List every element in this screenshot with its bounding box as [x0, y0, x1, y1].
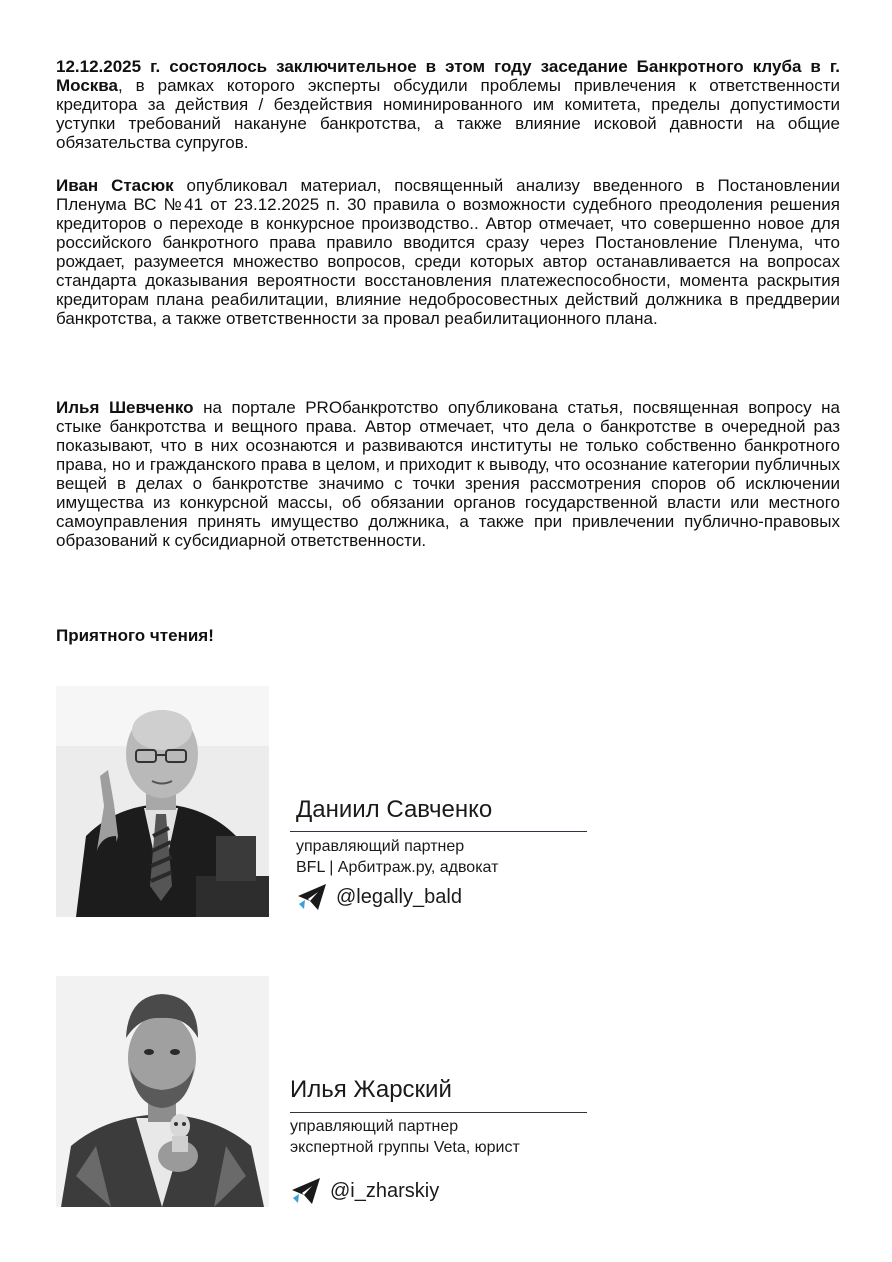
author-role-zharskiy	[290, 1116, 520, 1158]
author-role-line: управляющий партнер	[290, 1118, 459, 1135]
paragraph-lead: Илья Шевченко	[56, 398, 194, 417]
author-role-line: управляющий партнер	[296, 838, 465, 855]
telegram-icon	[290, 1176, 322, 1206]
author-divider	[290, 831, 587, 832]
closing-line: Приятного чтения!	[56, 626, 214, 645]
telegram-icon	[296, 882, 328, 912]
author-photo-zharskiy	[56, 976, 269, 1207]
news-paragraph-shevchenko	[56, 398, 840, 550]
author-handle-zharskiy[interactable]	[290, 1176, 439, 1206]
paragraph-lead: Иван Стасюк	[56, 176, 174, 195]
author-role-savchenko	[296, 836, 498, 878]
author-name-savchenko: Даниил Савченко	[296, 796, 493, 823]
author-handle-savchenko[interactable]	[296, 882, 462, 912]
author-name-zharskiy: Илья Жарский	[290, 1076, 452, 1103]
author-divider	[290, 1112, 587, 1113]
news-paragraph-club-meeting	[56, 57, 840, 152]
telegram-handle[interactable]: @i_zharskiy	[330, 1179, 440, 1202]
paragraph-body: , в рамках которого эксперты обсудили проблемы привлечения к ответственности кредитора за действия / бездействия номинированного им комитета, пределы допустимости уступки требований накануне банкротства, а также влияние исковой давности на общие обязательства супругов.	[56, 76, 840, 152]
author-photo-savchenko	[56, 686, 269, 917]
telegram-handle[interactable]: @legally_bald	[336, 885, 462, 908]
paragraph-lead: 12.12.2025 г. состоялось заключительное в этом году заседание Банкротного клуба в г. Москва	[56, 57, 840, 95]
paragraph-body: опубликовал материал, посвященный анализу введенного в Постановлении Пленума ВС №41 от 23.12.2025 п. 30 правила о возможности судебного преодоления решения кредиторов о переходе в конкурсное производство.. Автор отмечает, что совершенно новое для российского банкротного права правило вводится сразу через Постановление Пленума, что рождает, разумеется множество вопросов, среди которых автор останавливается на вопросах стандарта доказывания вероятности восстановления платежеспособности, момента раскрытия кредиторам плана реабилитации, влияние недобросовестных действий должника в преддверии банкротства, а также ответственности за провал реабилитационного плана.	[56, 176, 840, 328]
author-role-line: экспертной группы Veta, юрист	[290, 1139, 520, 1156]
news-paragraph-stasyuk	[56, 176, 840, 328]
author-role-line: BFL | Арбитраж.ру, адвокат	[296, 859, 499, 876]
paragraph-body: на портале PROбанкротство опубликована статья, посвященная вопросу на стыке банкротства и вещного права. Автор отмечает, что дела о банкротстве в очередной раз показывают, что в них осознаются и развиваются институты не только собственно банкротного права, но и гражданского права в целом, и приходит к выводу, что осознание категории публичных вещей в делах о банкротстве значимо с точки зрения рассмотрения споров об исключении имущества из конкурсной массы, об обязании органов государственной власти или местного самоуправления принять имущество должника, а также при привлечении публично-правовых образований к субсидиарной ответственности.	[56, 398, 840, 550]
